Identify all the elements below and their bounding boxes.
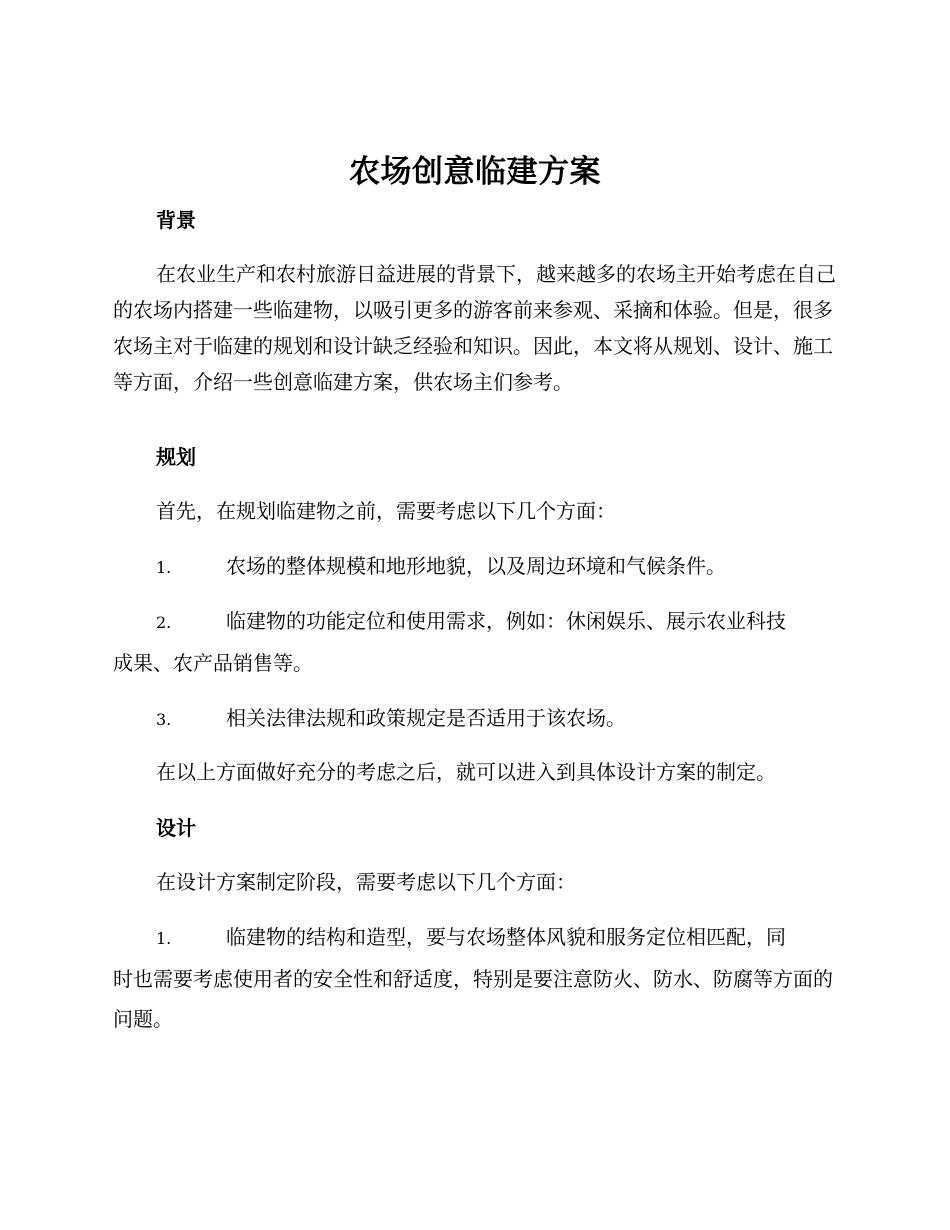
list-number: 3.	[156, 710, 172, 729]
planning-list-item-2	[113, 601, 837, 683]
document-title: 农场创意临建方案	[349, 154, 601, 190]
list-number: 1.	[156, 929, 172, 948]
section-heading-background: 背景	[156, 208, 196, 232]
planning-intro: 首先，在规划临建物之前，需要考虑以下几个方面：	[156, 499, 616, 523]
list-item-text: 临建物的结构和造型，要与农场整体风貌和服务定位相匹配，同	[226, 925, 786, 949]
list-number: 2.	[156, 613, 172, 632]
list-item-continuation: 时也需要考虑使用者的安全性和舒适度，特别是要注意防火、防水、防腐等方面的问题。	[113, 967, 833, 1031]
list-number: 1.	[156, 558, 172, 577]
design-intro: 在设计方案制定阶段，需要考虑以下几个方面：	[156, 870, 576, 894]
planning-list-item-1	[113, 546, 837, 588]
planning-conclusion: 在以上方面做好充分的考虑之后，就可以进入到具体设计方案的制定。	[156, 760, 776, 784]
planning-list-item-3	[113, 698, 837, 740]
list-item-text: 相关法律法规和政策规定是否适用于该农场。	[226, 706, 626, 730]
list-item-continuation: 成果、农产品销售等。	[113, 651, 313, 675]
design-list-item-1	[113, 917, 837, 1039]
background-paragraph: 在农业生产和农村旅游日益进展的背景下，越来越多的农场主开始考虑在自己的农场内搭建一些临建物，以吸引更多的游客前来参观、采摘和体验。但是，很多农场主对于临建的规划和设计缺乏经验和知识。因此，本文将从规划、设计、施工等方面，介绍一些创意临建方案，供农场主们参考。	[113, 262, 836, 394]
list-item-text: 农场的整体规模和地形地貌，以及周边环境和气候条件。	[226, 554, 726, 578]
section-heading-planning: 规划	[156, 445, 196, 469]
section-heading-design: 设计	[156, 816, 196, 840]
list-item-text: 临建物的功能定位和使用需求，例如：休闲娱乐、展示农业科技	[226, 609, 786, 633]
